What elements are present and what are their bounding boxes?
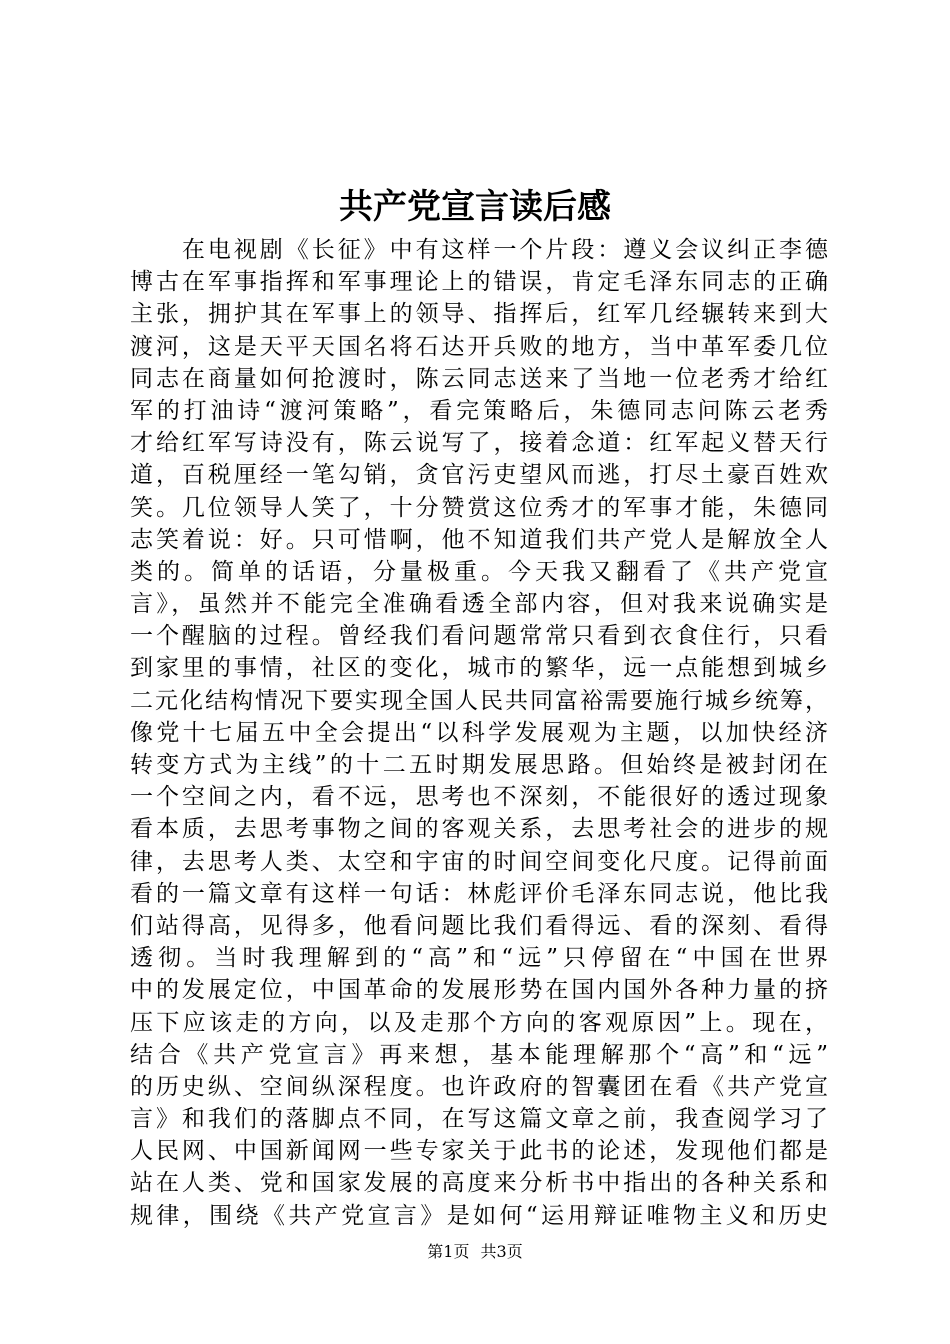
page-total: 共3页 <box>480 1242 523 1261</box>
body-line: 主张，拥护其在军事上的领导、指挥后，红军几经辗转来到大 <box>130 301 828 328</box>
body-line: 言》和我们的落脚点不同，在写这篇文章之前，我查阅学习了 <box>130 1106 828 1133</box>
body-line: 转变方式为主线”的十二五时期发展思路。但始终是被封闭在 <box>130 752 828 778</box>
body-line: 渡河，这是天平天国名将石达开兵败的地方，当中革军委几位 <box>130 333 828 360</box>
body-line: 规律，围绕《共产党宣言》是如何“运用辩证唯物主义和历史 <box>130 1202 828 1229</box>
body-line: 们站得高，见得多，他看问题比我们看得远、看的深刻、看得 <box>130 912 828 939</box>
page-footer <box>0 1241 950 1263</box>
body-line: 看的一篇文章有这样一句话：林彪评价毛泽东同志说，他比我 <box>130 880 828 907</box>
body-line: 律，去思考人类、太空和宇宙的时间空间变化尺度。记得前面 <box>130 848 828 875</box>
page-number: 第1页 <box>427 1242 470 1261</box>
body-line: 二元化结构情况下要实现全国人民共同富裕需要施行城乡统筹， <box>130 687 828 714</box>
body-line: 压下应该走的方向，以及走那个方向的客观原因”上。现在， <box>130 1009 828 1036</box>
body-line: 结合《共产党宣言》再来想，基本能理解那个“高”和“远” <box>130 1041 828 1068</box>
body-line: 道，百税厘经一笔勾销，贪官污吏望风而逃，打尽土豪百姓欢 <box>130 462 828 489</box>
body-line: 志笑着说：好。只可惜啊，他不知道我们共产党人是解放全人 <box>130 526 828 553</box>
body-line: 中的发展定位，中国革命的发展形势在国内国外各种力量的挤 <box>130 977 828 1004</box>
body-line: 博古在军事指挥和军事理论上的错误，肯定毛泽东同志的正确 <box>130 269 828 296</box>
body-line: 像党十七届五中全会提出“以科学发展观为主题，以加快经济 <box>130 719 828 746</box>
body-line: 在电视剧《长征》中有这样一个片段：遵义会议纠正李德 <box>130 237 828 263</box>
body-line: 到家里的事情，社区的变化，城市的繁华，远一点能想到城乡 <box>130 655 828 682</box>
body-line: 人民网、中国新闻网一些专家关于此书的论述，发现他们都是 <box>130 1138 828 1165</box>
body-line: 站在人类、党和国家发展的高度来分析书中指出的各种关系和 <box>130 1170 828 1197</box>
body-line: 类的。简单的话语，分量极重。今天我又翻看了《共产党宣 <box>130 558 828 585</box>
document-body <box>130 234 828 1232</box>
body-line: 一个醒脑的过程。曾经我们看问题常常只看到衣食住行，只看 <box>130 623 828 650</box>
body-line: 军的打油诗“渡河策略”，看完策略后，朱德同志问陈云老秀 <box>130 397 828 424</box>
body-line: 笑。几位领导人笑了，十分赞赏这位秀才的军事才能，朱德同 <box>130 494 828 521</box>
body-line: 一个空间之内，看不远，思考也不深刻，不能很好的透过现象 <box>130 784 828 811</box>
body-line: 的历史纵、空间纵深程度。也许政府的智囊团在看《共产党宣 <box>130 1073 828 1100</box>
body-line: 看本质，去思考事物之间的客观关系，去思考社会的进步的规 <box>130 816 828 843</box>
body-line: 才给红军写诗没有，陈云说写了，接着念道：红军起义替天行 <box>130 430 828 457</box>
body-line: 同志在商量如何抢渡时，陈云同志送来了当地一位老秀才给红 <box>130 365 828 392</box>
body-line: 言》，虽然并不能完全准确看透全部内容，但对我来说确实是 <box>130 591 828 618</box>
document-title: 共产党宣言读后感 <box>339 187 611 227</box>
body-line: 透彻。当时我理解到的“高”和“远”只停留在“中国在世界 <box>130 945 828 972</box>
